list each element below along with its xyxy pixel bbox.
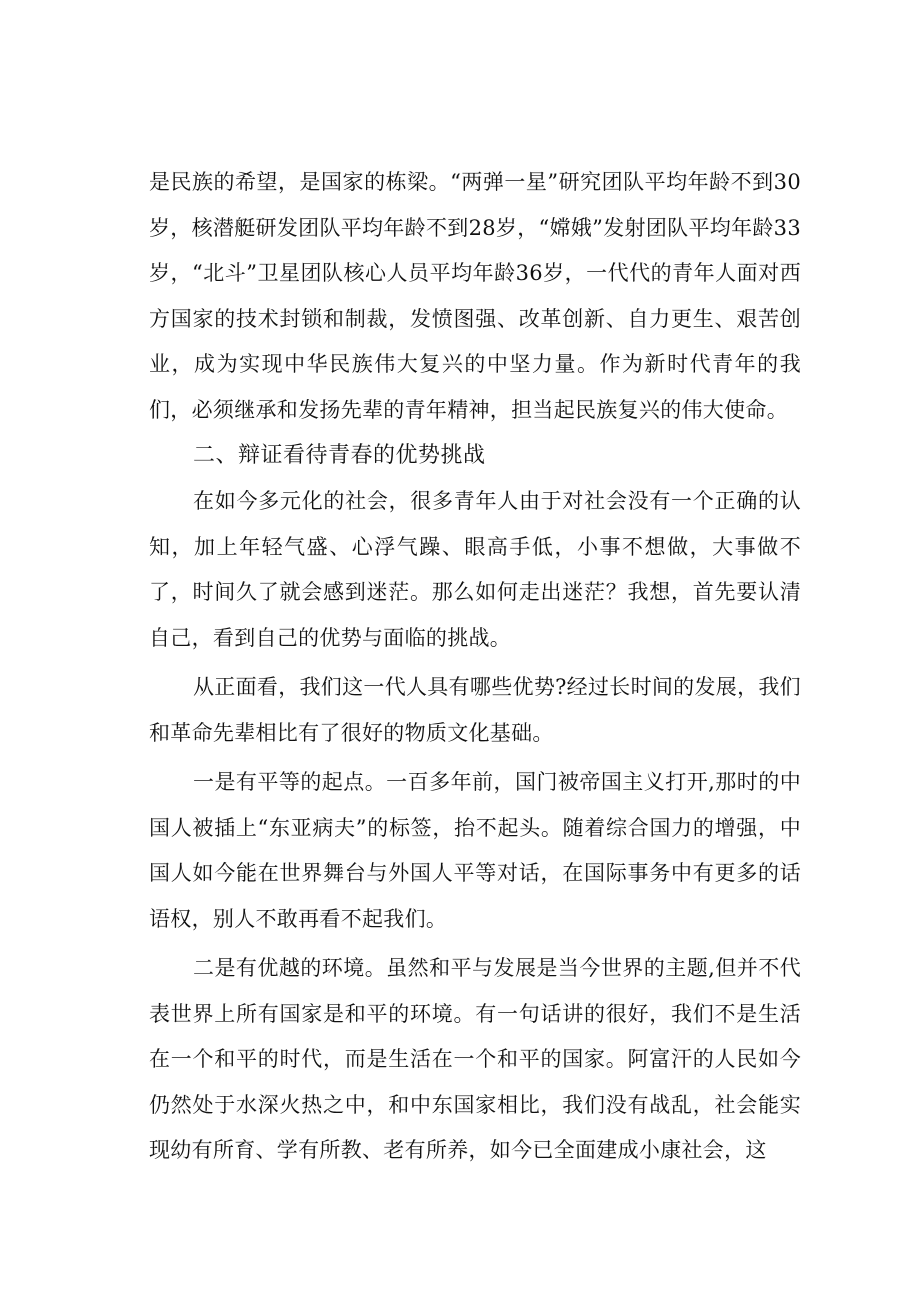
document-page [149,160,801,1174]
paragraph-good-environment: 二是有优越的环境。虽然和平与发展是当今世界的主题,但并不代表世界上所有国家是和平的环境。有一句话讲的很好，我们不是生活在一个和平的时代，而是生活在一个和平的国家。阿富汗的人民如今仍然处于水深火热之中，和中东国家相比，我们没有战乱，社会能实现幼有所育、学有所教、老有所养，如今已全面建成小康社会，这 [149,956,801,1162]
paragraph-equal-start: 一是有平等的起点。一百多年前，国门被帝国主义打开,那时的中国人被插上“东亚病夫”的标签，抬不起头。随着综合国力的增强，中国人如今能在世界舞台与外国人平等对话，在国际事务中有更多的话语权，别人不敢再看不起我们。 [149,770,801,931]
paragraph-diverse-society: 在如今多元化的社会，很多青年人由于对社会没有一个正确的认知，加上年轻气盛、心浮气躁、眼高手低，小事不想做，大事做不了，时间久了就会感到迷茫。那么如何走出迷茫？我想，首先要认清自己，看到自己的优势与面临的挑战。 [149,489,801,650]
paragraph-advantages-intro: 从正面看，我们这一代人具有哪些优势?经过长时间的发展，我们和革命先辈相比有了很好的物质文化基础。 [149,675,801,745]
paragraph-youth-teams: 是民族的希望，是国家的栋梁。“两弹一星”研究团队平均年龄不到30岁，核潜艇研发团队平均年龄不到28岁，“嫦娥”发射团队平均年龄33岁，“北斗”卫星团队核心人员平均年龄36岁，一代代的青年人面对西方国家的技术封锁和制裁，发愤图强、改革创新、自力更生、艰苦创业，成为实现中华民族伟大复兴的中坚力量。作为新时代青年的我们，必须继承和发扬先辈的青年精神，担当起民族复兴的伟大使命。 [149,170,801,422]
section-heading: 二、辩证看待青春的优势挑战 [193,443,486,468]
